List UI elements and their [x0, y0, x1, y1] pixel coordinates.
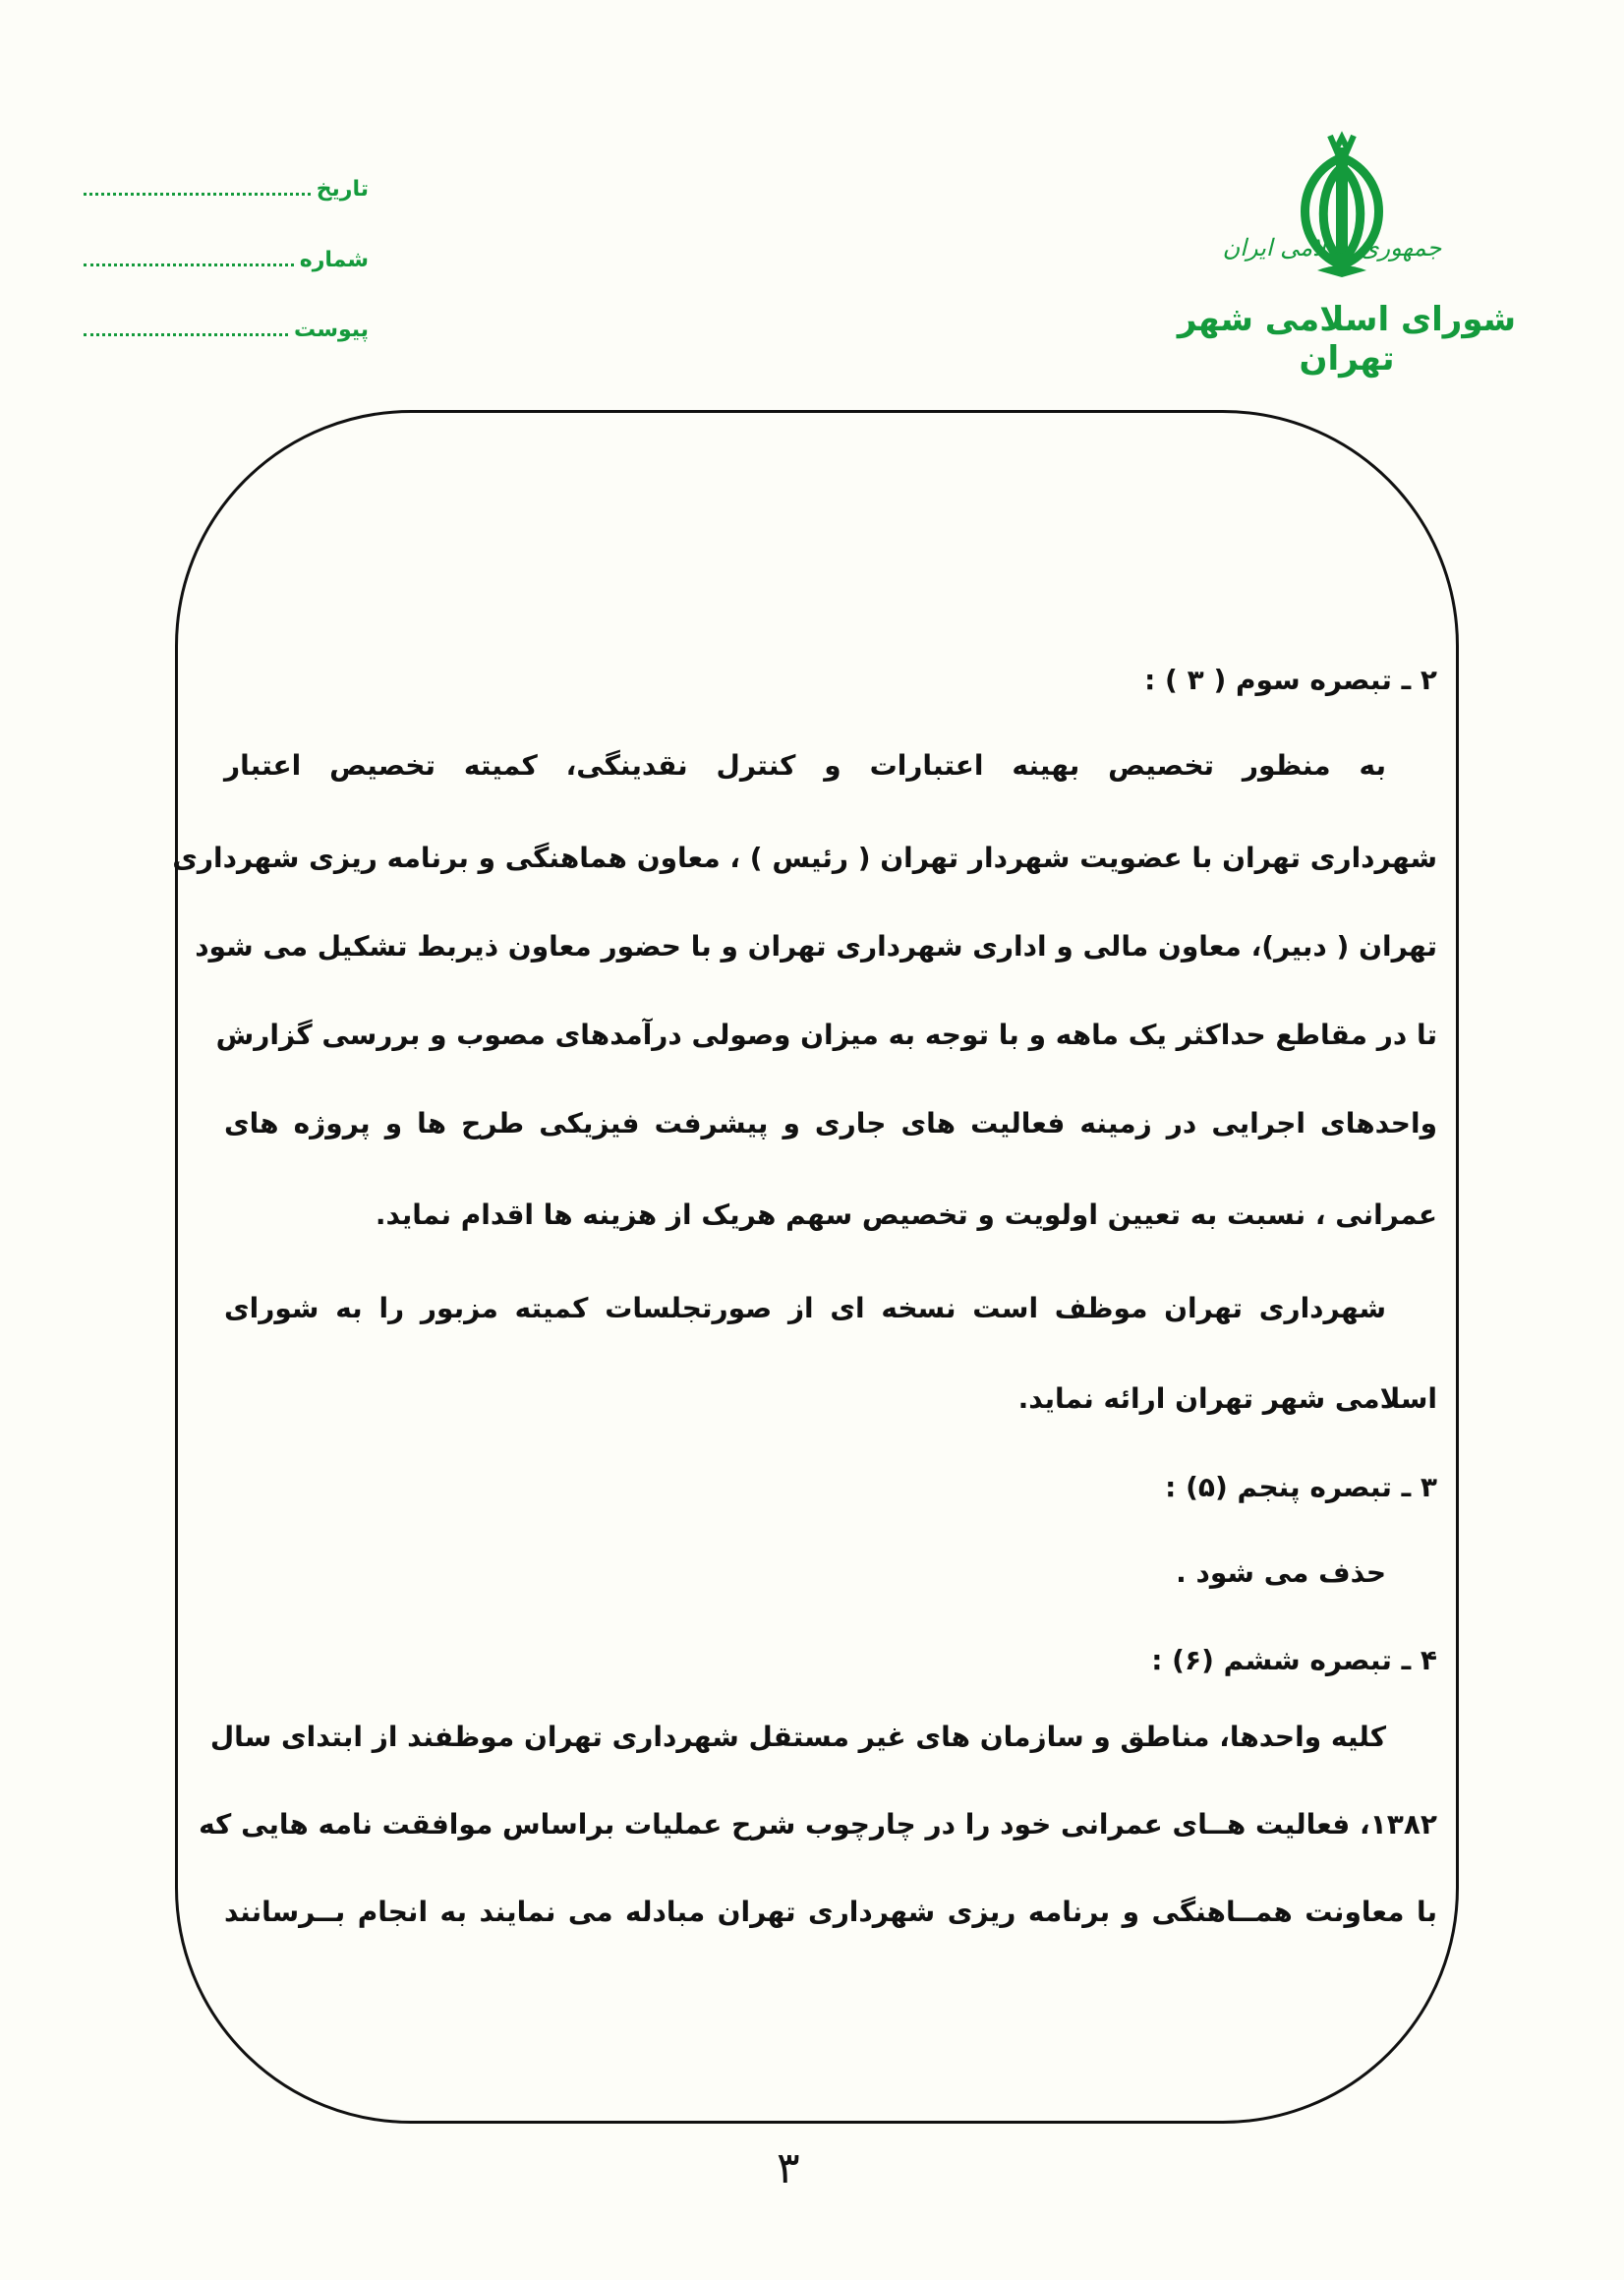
emblem-caption: جمهوری اسلامی ایران: [1222, 234, 1442, 262]
paragraph-line: ۱۳۸۲، فعالیت هــای عمرانی خود را در چارچوب شرح عملیات براساس موافقت نامه هایی که: [199, 1808, 1437, 1841]
date-label: تاریخ: [316, 177, 369, 202]
paragraph-line: تا در مقاطع حداکثر یک ماهه و با توجه به میزان وصولی درآمدهای مصوب و بررسی گزارش: [215, 1019, 1437, 1051]
paragraph-line: شهرداری تهران موظف است نسخه ای از صورتجلسات کمیته مزبور را به شورای: [224, 1292, 1386, 1324]
paragraph-line: عمرانی ، نسبت به تعیین اولویت و تخصیص سهم هریک از هزینه ها اقدام نماید.: [375, 1198, 1437, 1231]
paragraph-line: شهرداری تهران با عضویت شهردار تهران ( رئیس ) ، معاون هماهنگی و برنامه ریزی شهرداری: [172, 842, 1437, 874]
paragraph-line: تهران ( دبیر)، معاون مالی و اداری شهرداری تهران و با حضور معاون ذیربط تشکیل می شود: [195, 930, 1437, 963]
attachment-label: پیوست: [294, 318, 369, 342]
attachment-dotted-line: [84, 333, 288, 336]
paragraph-line: با معاونت همــاهنگی و برنامه ریزی شهرداری تهران مبادله می نمایند به انجام بــرسانند: [224, 1896, 1437, 1928]
paragraph-line: واحدهای اجرایی در زمینه فعالیت های جاری و پیشرفت فیزیکی طرح ها و پروژه های: [224, 1107, 1437, 1140]
paragraph-line: کلیه واحدها، مناطق و سازمان های غیر مستقل شهرداری تهران موظفند از ابتدای سال: [209, 1721, 1386, 1753]
paragraph-line: به منظور تخصیص بهینه اعتبارات و کنترل نقدینگی، کمیته تخصیص اعتبار: [224, 749, 1386, 782]
council-name: شورای اسلامی شهر تهران: [1177, 300, 1517, 379]
section3-heading: ۳ ـ تبصره پنجم (۵) :: [1165, 1471, 1437, 1503]
paragraph-line: اسلامی شهر تهران ارائه نماید.: [1017, 1382, 1437, 1415]
date-dotted-line: [84, 193, 311, 196]
number-dotted-line: [84, 263, 294, 266]
attachment-field: [84, 318, 369, 342]
number-label: شماره: [299, 248, 369, 272]
section3-text: حذف می شود .: [1176, 1556, 1386, 1589]
section2-heading: ۲ ـ تبصره سوم ( ۳ ) :: [1144, 664, 1437, 696]
date-field: [84, 177, 369, 202]
number-field: [84, 248, 369, 272]
iran-emblem-icon: [1273, 128, 1411, 285]
page-number: ۳: [777, 2143, 800, 2193]
section4-heading: ۴ ـ تبصره ششم (۶) :: [1151, 1644, 1437, 1676]
